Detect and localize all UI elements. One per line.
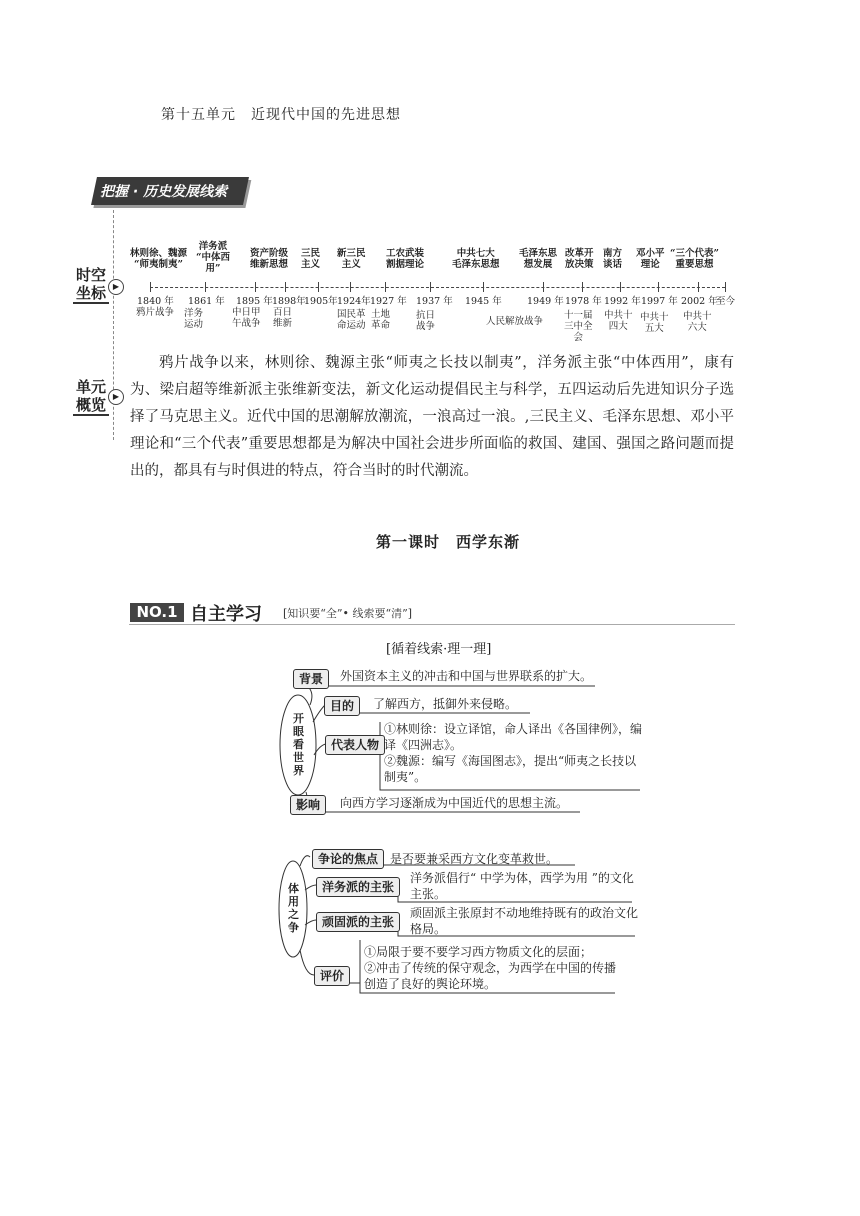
timeline-event-label: 国民革 命运动 — [337, 309, 366, 331]
timeline-event-label: 中日甲 午战争 — [232, 307, 261, 329]
timeline-thought-label: “三个代表” 重要思想 — [670, 248, 719, 270]
mindmap1-label-figures: 代表人物 — [325, 735, 385, 755]
timeline-event-label: 百日 维新 — [273, 307, 293, 329]
timeline-year-label: 1840 年 — [137, 296, 174, 307]
timeline-event-label: 十一届 三中全 会 — [564, 310, 593, 343]
timeline-tick — [350, 282, 351, 292]
mindmap2-text-wangu: 顽固派主张原封不动地维持既有的政治文化格局。 — [410, 906, 639, 936]
mindmap1-label-purpose: 目的 — [324, 696, 360, 716]
mindmap1-label-bg: 背景 — [293, 669, 329, 689]
timeline-year-label: 1949 年 — [527, 296, 564, 307]
timeline-year-label: 1895 年 — [236, 296, 273, 307]
unit-overview-paragraph: 鸦片战争以来，林则徐、魏源主张“师夷之长技以制夷”，洋务派主张“中体西用”，康有为、梁启超等维新派主张维新变法，新文化运动提倡民主与科学，五四运动后先进知识分子选择了马克思主义。近代中国的思潮解放潮流，一浪高过一浪。,三民主义、毛泽东思想、邓小平理论和“三个代表”重要思想都是为解决中国社会进步所面临的救国、建国、强国之路问题而提出的，都具有与时俱进的特点，符合当时的时代潮流。 — [130, 355, 734, 479]
mindmap1-text-bg: 外国资本主义的冲击和中国与世界联系的扩大。 — [340, 669, 593, 683]
mindmap2-label-yangwu: 洋务派的主张 — [316, 877, 400, 897]
banner-title: 把握 · 历史发展线索 — [100, 184, 228, 200]
timeline-year-label: 1905年 — [304, 296, 338, 307]
timeline-tick — [255, 282, 256, 292]
play-icon: ▶ — [108, 279, 124, 295]
timeline-year-label: 2002 年 — [681, 296, 718, 307]
timeline-tick — [543, 282, 544, 292]
play-icon: ▶ — [108, 389, 124, 405]
timeline-event-label: 中共十 六大 — [683, 311, 712, 333]
timeline-event-label: 土地 革命 — [371, 309, 391, 331]
mindmap1-text-purpose: 了解西方，抵御外来侵略。 — [373, 697, 518, 711]
section-subtitle: [知识要“全”• 线索要“清”] — [283, 607, 413, 620]
timeline-year-label: 1992 年 — [604, 296, 641, 307]
timeline-tick — [318, 282, 319, 292]
lesson-title: 第一课时 西学东渐 — [376, 533, 521, 551]
timeline-tick — [658, 282, 659, 292]
timeline-event-label: 洋务 运动 — [184, 308, 204, 330]
timeline-year-label: 1945 年 — [465, 296, 502, 307]
mindmap1-label-impact: 影响 — [290, 795, 326, 815]
timeline-tick — [698, 282, 699, 292]
unit-title: 第十五单元 近现代中国的先进思想 — [161, 107, 401, 123]
side-label-danyuan: 单元 概览 — [73, 378, 109, 416]
timeline-year-label: 1898年 — [272, 296, 306, 307]
timeline-thought-label: 邓小平 理论 — [636, 248, 665, 270]
timeline-tick — [725, 282, 726, 292]
timeline-thought-label: 毛泽东思 想发展 — [519, 248, 558, 270]
mindmap2-label-wangu: 顽固派的主张 — [316, 912, 400, 932]
timeline-tick — [205, 282, 206, 292]
mindmap1-text-figures: ①林则徐：设立译馆，命人译出《各国律例》，编译《四洲志》。 ②魏源：编写《海国图志》，提出“师夷之长技以制夷”。 — [384, 722, 643, 784]
timeline-thought-label: 改革开 放决策 — [565, 248, 594, 270]
timeline-tick — [582, 282, 583, 292]
mindmap2-label-focus: 争论的焦点 — [312, 849, 384, 869]
section-badge: NO.1 — [130, 603, 184, 622]
timeline-year-label: 1937 年 — [416, 296, 453, 307]
timeline-event-label: 人民解放战争 — [486, 316, 544, 327]
timeline-year-label: 至今 — [716, 296, 736, 307]
timeline-tick — [430, 282, 431, 292]
timeline-thought-label: 工农武装 割据理论 — [386, 248, 425, 270]
timeline-event-label: 抗日 战争 — [416, 310, 436, 332]
timeline-event-label: 中共十 四大 — [604, 310, 633, 332]
timeline-tick — [385, 282, 386, 292]
timeline-thought-label: 新三民 主义 — [337, 248, 366, 270]
timeline-tick — [620, 282, 621, 292]
timeline-year-label: 1997 年 — [641, 296, 678, 307]
timeline-thought-label: 洋务派 “中体西 用” — [196, 241, 230, 274]
timeline-thought-label: 林则徐、魏源 “师夷制夷” — [130, 248, 188, 270]
timeline-tick — [483, 282, 484, 292]
side-label-shikong: 时空 坐标 — [73, 266, 109, 304]
mindmap2-text-yangwu: 洋务派倡行“ 中学为体，西学为用 ”的文化主张。 — [410, 871, 634, 901]
mindmap2-center: 体用之争 — [288, 882, 299, 934]
timeline-thought-label: 三民 主义 — [301, 248, 321, 270]
timeline-year-label: 1861 年 — [188, 296, 225, 307]
timeline-tick — [285, 282, 286, 292]
timeline-year-label: 1978 年 — [565, 296, 602, 307]
timeline-thought-label: 中共七大 毛泽东思想 — [452, 248, 500, 270]
mindmap2-text-focus: 是否要兼采西方文化变革救世。 — [390, 852, 559, 866]
timeline-tick — [150, 282, 151, 292]
mindmap2-text-eval: ①局限于要不要学习西方物质文化的层面； ②冲击了传统的保守观念，为西学在中国的传播创造了良好的舆论环境。 — [364, 945, 617, 991]
mindmap1-center: 开眼看世界 — [293, 712, 304, 777]
timeline-event-label: 中共十 五大 — [640, 312, 669, 334]
timeline-thought-label: 南方 谈话 — [603, 248, 623, 270]
section-title: 自主学习 — [190, 604, 262, 625]
mindmap2-label-eval: 评价 — [314, 966, 350, 986]
timeline-event-label: 鸦片战争 — [136, 307, 175, 318]
clue-title: [循着线索·理一理] — [386, 642, 492, 657]
timeline-year-label: 1927 年 — [370, 296, 407, 307]
timeline-thought-label: 资产阶级 维新思想 — [250, 248, 289, 270]
mindmap1-text-impact: 向西方学习逐渐成为中国近代的思想主流。 — [340, 796, 569, 810]
timeline-year-label: 1924年 — [337, 296, 371, 307]
